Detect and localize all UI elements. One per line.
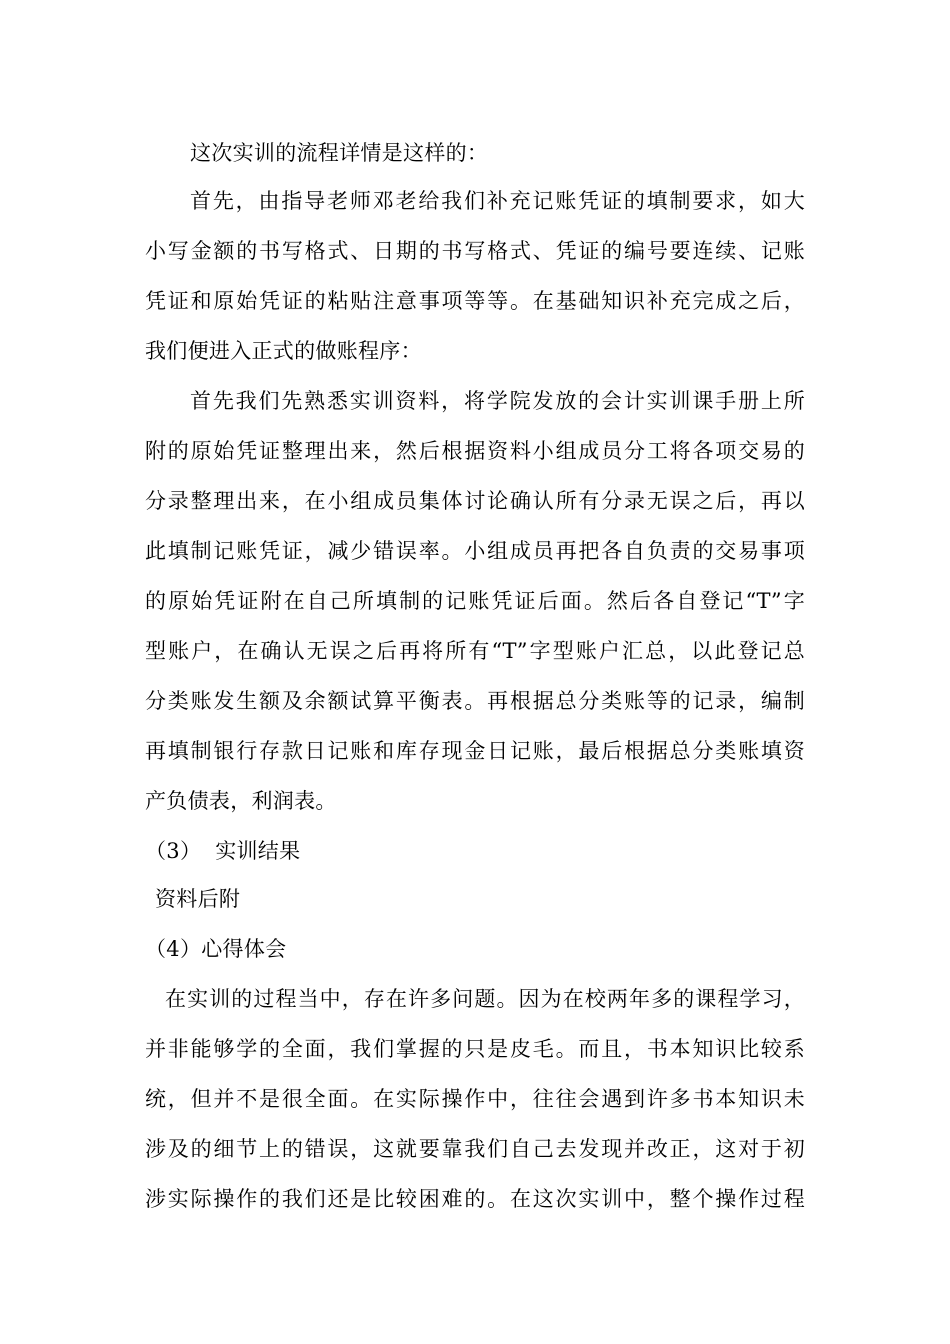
section-note: 资料后附 xyxy=(155,887,241,911)
paragraph-line: 分类账发生额及余额试算平衡表。再根据总分类账等的记录，编制 xyxy=(145,689,805,713)
paragraph-line: 小写金额的书写格式、日期的书写格式、凭证的编号要连续、记账 xyxy=(145,239,805,263)
paragraph-line: 分录整理出来，在小组成员集体讨论确认所有分录无误之后，再以 xyxy=(145,489,805,513)
section-heading: （4）心得体会 xyxy=(145,937,287,961)
paragraph-line: 这次实训的流程详情是这样的： xyxy=(190,141,489,165)
paragraph-line: 型账户，在确认无误之后再将所有“T”字型账户汇总，以此登记总 xyxy=(145,639,805,663)
paragraph-line: 首先，由指导老师邓老给我们补充记账凭证的填制要求，如大 xyxy=(190,189,805,213)
paragraph-line: 并非能够学的全面，我们掌握的只是皮毛。而且，书本知识比较系 xyxy=(145,1037,805,1061)
paragraph-line: 凭证和原始凭证的粘贴注意事项等等。在基础知识补充完成之后， xyxy=(145,289,805,313)
paragraph-line: 的原始凭证附在自己所填制的记账凭证后面。然后各自登记“T”字 xyxy=(145,589,805,613)
paragraph-line: 统，但并不是很全面。在实际操作中，往往会遇到许多书本知识未 xyxy=(145,1087,805,1111)
paragraph-line: 首先我们先熟悉实训资料，将学院发放的会计实训课手册上所 xyxy=(190,389,805,413)
paragraph-line: 再填制银行存款日记账和库存现金日记账，最后根据总分类账填资 xyxy=(145,739,805,763)
paragraph-line: 产负债表，利润表。 xyxy=(145,789,337,813)
paragraph-line: 附的原始凭证整理出来，然后根据资料小组成员分工将各项交易的 xyxy=(145,439,805,463)
paragraph-line: 涉实际操作的我们还是比较困难的。在这次实训中，整个操作过程 xyxy=(145,1187,805,1211)
paragraph-line: 在实训的过程当中，存在许多问题。因为在校两年多的课程学习， xyxy=(165,987,805,1011)
paragraph-line: 此填制记账凭证，减少错误率。小组成员再把各自负责的交易事项 xyxy=(145,539,805,563)
section-heading: （3） 实训结果 xyxy=(145,839,301,863)
paragraph-line: 我们便进入正式的做账程序： xyxy=(145,339,422,363)
paragraph-line: 涉及的细节上的错误，这就要靠我们自己去发现并改正，这对于初 xyxy=(145,1137,805,1161)
